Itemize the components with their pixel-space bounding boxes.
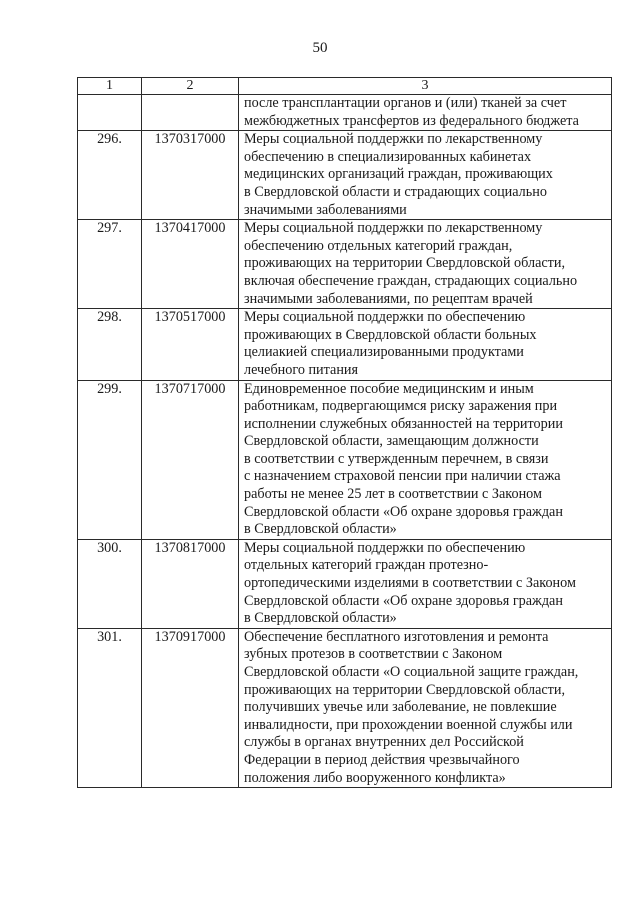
description-line: обеспечению в специализированных кабинетах [244,148,532,165]
row-number-cell [78,95,142,131]
description-line: медицинских организаций граждан, проживающих [244,166,553,183]
table-row [78,380,612,539]
row-number-cell: 301. [78,628,142,787]
table-row [78,309,612,380]
description-line: проживающих на территории Свердловской области, [244,681,565,698]
column-header-code: 2 [142,78,239,95]
table-header-row [78,78,612,95]
column-header-description: 3 [239,78,612,95]
page-number: 50 [312,40,328,56]
description-line: Свердловской области «Об охране здоровья граждан [244,503,563,520]
description-line: проживающих в Свердловской области больных [244,326,537,343]
table-row [78,539,612,628]
description-line: после трансплантации органов и (или) тканей за счет [244,95,567,111]
row-number-cell: 296. [78,131,142,220]
description-line: межбюджетных трансфертов из федерального бюджета [244,112,579,129]
description-line: Меры социальной поддержки по обеспечению [244,539,526,556]
description-line: работникам, подвергающимся риску заражения при [244,398,558,415]
description-line: Свердловской области «О социальной защите граждан, [244,664,579,680]
description-line: положения либо вооруженного конфликта» [244,769,506,786]
row-description-cell [239,220,612,309]
row-description-cell [239,380,612,539]
table-row [78,131,612,220]
description-line: Обеспечение бесплатного изготовления и ремонта [244,628,549,645]
description-line: включая обеспечение граждан, страдающих социально [244,272,578,289]
description-line: зубных протезов в соответствии с Законом [244,646,503,663]
description-line: проживающих на территории Свердловской области, [244,255,565,272]
table-row-continuation [78,95,612,131]
description-line: в Свердловской области» [244,521,397,538]
description-line: значимыми заболеваниями [244,201,407,218]
row-description-cell [239,628,612,787]
description-line: Свердловской области «Об охране здоровья граждан [244,592,563,609]
description-line: Меры социальной поддержки по лекарственному [244,131,543,148]
row-code-cell: 1370917000 [142,628,239,787]
description-line: получивших увечье или заболевание, не повлекшие [244,699,557,716]
row-description-cell [239,309,612,380]
table-row [78,628,612,787]
description-line: обеспечению отдельных категорий граждан, [244,237,513,254]
row-code-cell: 1370417000 [142,220,239,309]
row-description-cell [239,95,612,131]
row-code-cell: 1370817000 [142,539,239,628]
row-code-cell: 1370317000 [142,131,239,220]
row-code-cell: 1370517000 [142,309,239,380]
row-code-cell: 1370717000 [142,380,239,539]
row-number-cell: 298. [78,309,142,380]
description-line: Единовременное пособие медицинским и иным [244,380,534,397]
row-number-cell: 297. [78,220,142,309]
table-row [78,220,612,309]
description-line: целиакией специализированными продуктами [244,344,524,361]
description-line: службы в органах внутренних дел Российской [244,734,524,751]
row-number-cell: 300. [78,539,142,628]
row-description-cell [239,131,612,220]
description-line: работы не менее 25 лет в соответствии с Законом [244,486,542,503]
description-line: инвалидности, при прохождении военной службы или [244,716,573,733]
description-line: ортопедическими изделиями в соответствии с Законом [244,575,576,592]
description-line: значимыми заболеваниями, по рецептам врачей [244,290,533,307]
description-line: Свердловской области, замещающим должности [244,433,539,450]
description-line: с назначением страховой пенсии при наличии стажа [244,468,561,485]
description-line: в Свердловской области» [244,610,397,627]
column-header-number: 1 [78,78,142,95]
budget-classification-table [77,77,612,788]
description-line: лечебного питания [244,361,359,378]
description-line: Меры социальной поддержки по обеспечению [244,309,526,326]
row-description-cell [239,539,612,628]
description-line: отдельных категорий граждан протезно- [244,557,489,574]
row-code-cell [142,95,239,131]
description-line: Федерации в период действия чрезвычайного [244,751,520,768]
description-line: Меры социальной поддержки по лекарственному [244,220,543,237]
description-line: в соответствии с утвержденным перечнем, в связи [244,450,549,467]
description-line: исполнении служебных обязанностей на территории [244,415,563,432]
row-number-cell: 299. [78,380,142,539]
description-line: в Свердловской области и страдающих социально [244,183,547,200]
